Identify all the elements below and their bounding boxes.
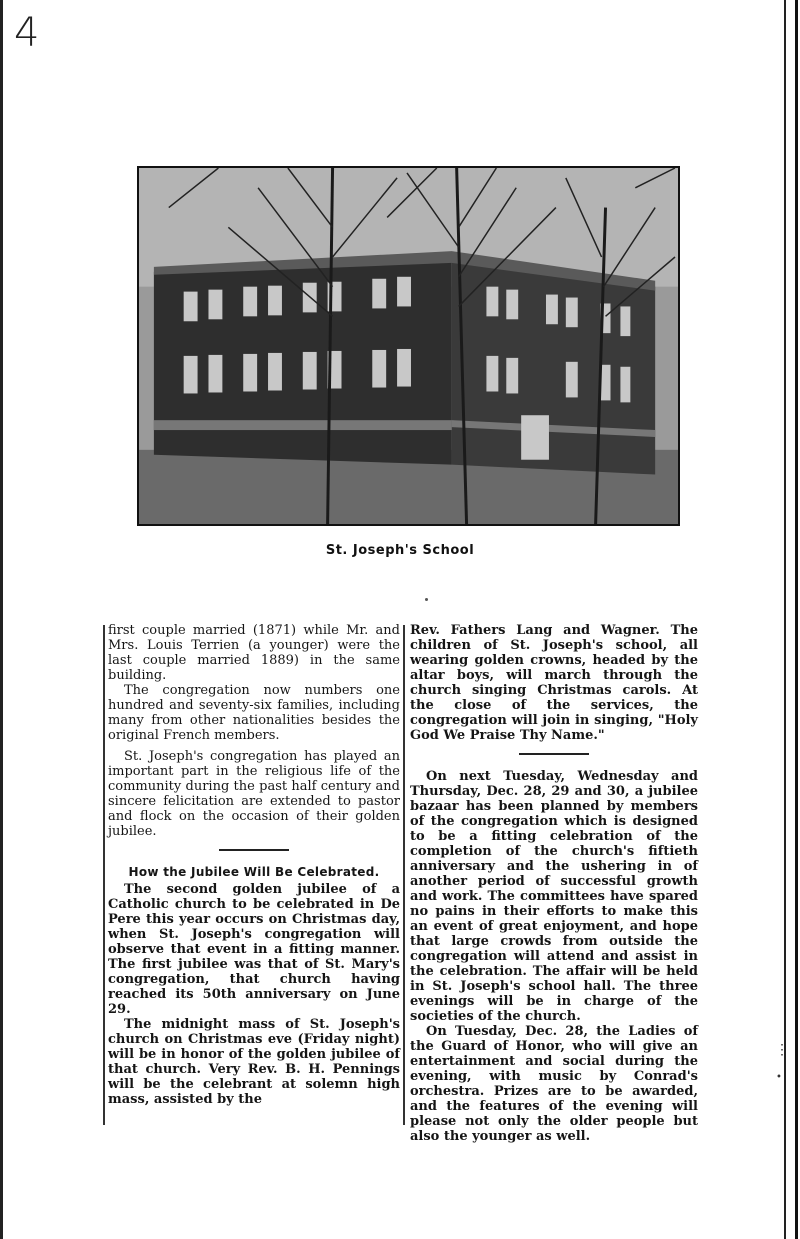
school-photo	[137, 166, 680, 526]
margin-mark: ⋮	[775, 1042, 789, 1058]
school-building-image	[139, 168, 678, 524]
paragraph: The midnight mass of St. Joseph's church on Christmas eve (Friday night) will be in honor of the golden jubilee of that church. Very Rev. B. H. Pennings will be the celebrant at solemn high mass, assisted by the	[108, 1017, 400, 1107]
left-column-rule	[103, 625, 105, 1125]
page-left-edge	[0, 0, 3, 1239]
paragraph: On Tuesday, Dec. 28, the Ladies of the Guard of Honor, who will give an entertainment and social during the evening, with music by Conrad's orchestra. Prizes are to be awarded, and the features of the evening will please not only the older people but also the younger as well.	[410, 1024, 698, 1144]
paragraph: On next Tuesday, Wednesday and Thursday, Dec. 28, 29 and 30, a jubilee bazaar has been planned by members of the congregation which is designed to be a fitting celebration of the completion of the church's fiftieth anniversary and the ushering in of another period of successful growth and work. The committees have spared no pains in their efforts to make this an event of great enjoyment, and hope that large crowds from outside the congregation will attend and assist in the celebration. The affair will be held in St. Joseph's school hall. The three evenings will be in charge of the societies of the church.	[410, 769, 698, 1024]
paragraph: first couple married (1871) while Mr. and Mrs. Louis Terrien (a younger) were the last couple married 1889) in the same building.	[108, 623, 400, 683]
paragraph: The second golden jubilee of a Catholic church to be celebrated in De Pere this year occurs on Christmas day, when St. Joseph's congregation will observe that event in a fitting manner. The first jubilee was that of St. Mary's congregation, that church having reached its 50th anniversary on June 29.	[108, 882, 400, 1017]
photo-caption: St. Joseph's School	[325, 543, 475, 558]
article-body	[108, 882, 400, 1107]
section-heading: How the Jubilee Will Be Celebrated.	[128, 865, 380, 879]
paragraph: Rev. Fathers Lang and Wagner. The children of St. Joseph's school, all wearing golden crowns, headed by the altar boys, will march through the church singing Christmas carols. At the close of the services, the congregation will join in singing, "Holy God We Praise Thy Name."	[410, 623, 698, 743]
margin-mark: •	[776, 1072, 782, 1083]
section-separator	[519, 753, 589, 755]
left-column	[108, 623, 400, 1107]
right-column	[410, 623, 698, 1144]
section-separator	[219, 849, 289, 851]
print-speck	[425, 598, 428, 601]
column-divider	[403, 625, 405, 1125]
page-right-edge	[795, 0, 798, 1239]
page-number: 4	[14, 10, 40, 56]
paragraph: St. Joseph's congregation has played an important part in the religious life of the community during the past half century and sincere felicitation are extended to pastor and flock on the occasion of their golden jubilee.	[108, 749, 400, 839]
paragraph: The congregation now numbers one hundred and seventy-six families, including many from other nationalities besides the original French members.	[108, 683, 400, 743]
